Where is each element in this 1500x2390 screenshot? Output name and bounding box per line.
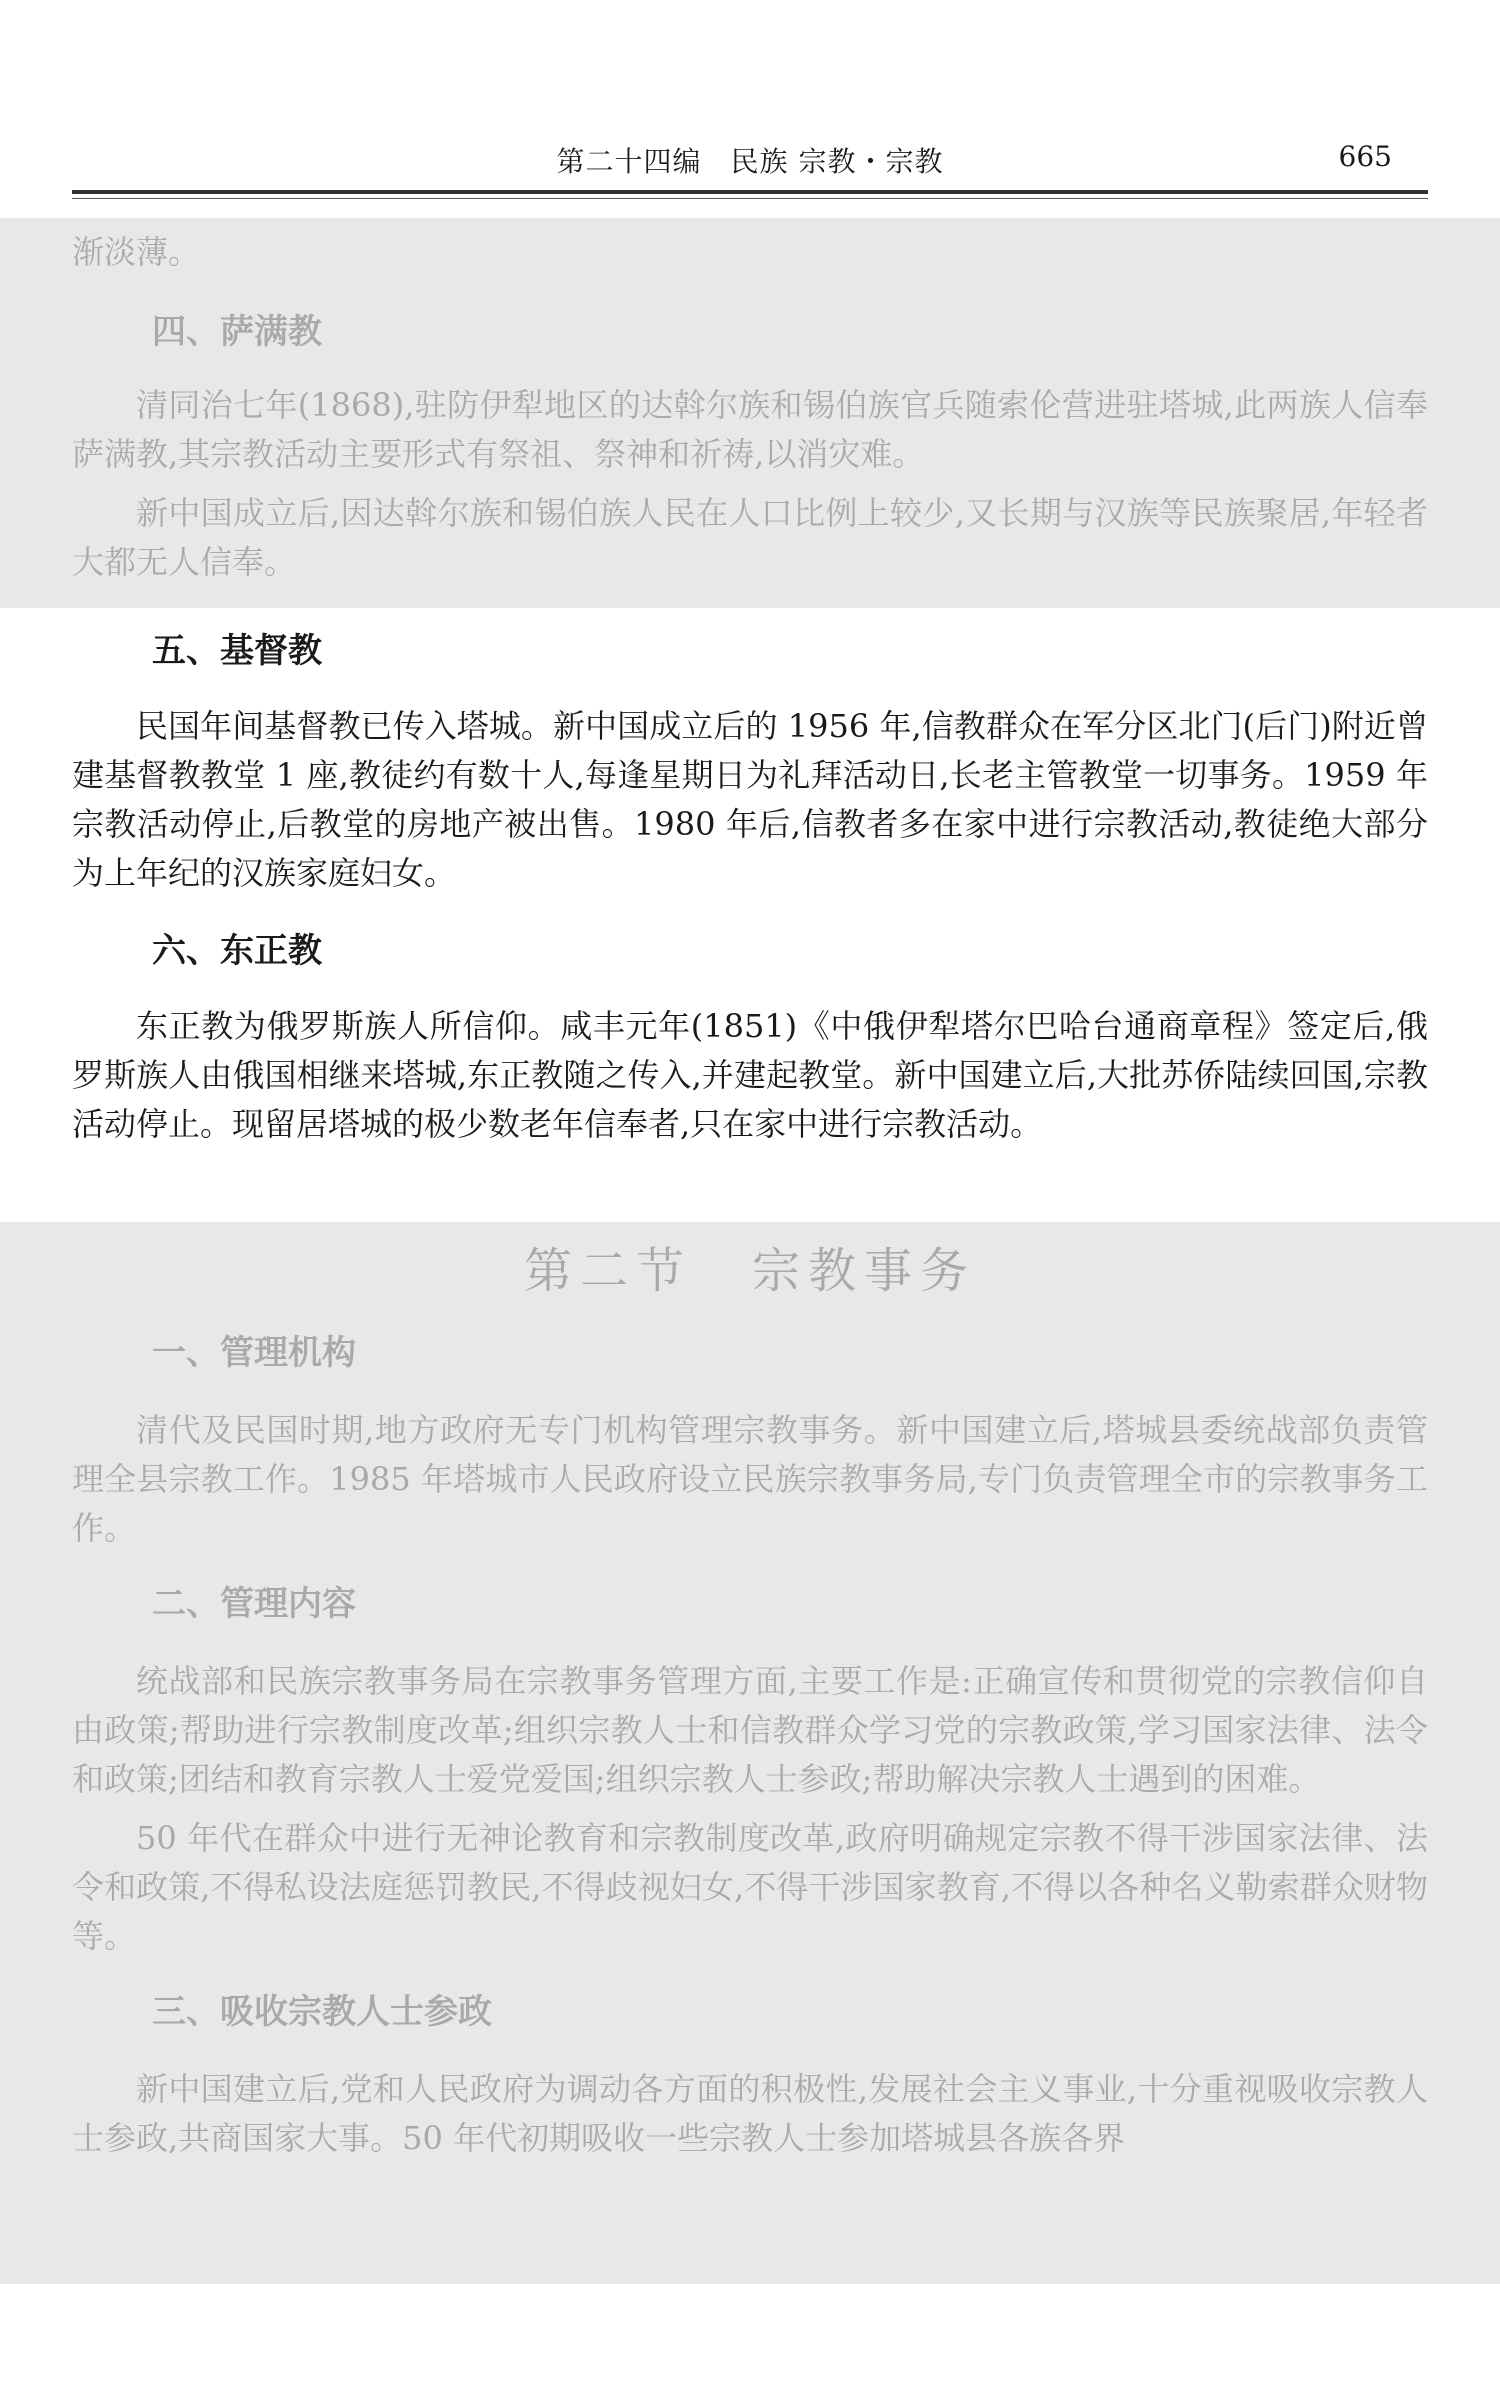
chapter-title [72,1236,1428,1306]
paragraph: 统战部和民族宗教事务局在宗教事务管理方面,主要工作是:正确宣传和贯彻党的宗教信仰自由政策;帮助进行宗教制度改革;组织宗教人士和信教群众学习党的宗教政策,学习国家法律、法令和政策;团结和教育宗教人士爱党爱国;组织宗教人士参政;帮助解决宗教人士遇到的困难。 [72,1662,1428,1798]
page-header [72,132,1428,192]
running-title: 第二十四编 民族 宗教・宗教 [556,145,944,178]
paragraph: 清代及民国时期,地方政府无专门机构管理宗教事务。新中国建立后,塔城县委统战部负责管理全县宗教工作。1985 年塔城市人民政府设立民族宗教事务局,专门负责管理全市的宗教事务工作。 [72,1411,1428,1547]
paragraph: 50 年代在群众中进行无神论教育和宗教制度改革,政府明确规定宗教不得干涉国家法律、法令和政策,不得私设法庭惩罚教民,不得歧视妇女,不得干涉国家教育,不得以各种名义勒索群众财物等。 [72,1819,1428,1955]
main-block [72,626,1428,1149]
chapter-title-number: 第二节 [523,1243,692,1299]
paragraph: 新中国建立后,党和人民政府为调动各方面的积极性,发展社会主义事业,十分重视吸收宗教人士参政,共商国家大事。50 年代初期吸收一些宗教人士参加塔城县各族各界 [72,2070,1428,2157]
subsection-heading-organization: 一、管理机构 [152,1333,356,1373]
paragraph: 新中国成立后,因达斡尔族和锡伯族人民在人口比例上较少,又长期与汉族等民族聚居,年轻者大都无人信奉。 [72,494,1428,581]
top-faded-block [72,228,1428,587]
subsection-heading-participation: 三、吸收宗教人士参政 [152,1992,492,2032]
bottom-faded-block [72,1236,1428,2163]
chapter-title-text: 宗教事务 [752,1243,977,1299]
section-heading-orthodox: 六、东正教 [152,931,322,971]
continued-text: 渐淡薄。 [72,233,201,271]
header-rule-thick [72,190,1428,194]
paragraph: 东正教为俄罗斯族人所信仰。咸丰元年(1851)《中俄伊犁塔尔巴哈台通商章程》签定后,俄罗斯族人由俄国相继来塔城,东正教随之传入,并建起教堂。新中国建立后,大批苏侨陆续回国,宗教活动停止。现留居塔城的极少数老年信奉者,只在家中进行宗教活动。 [72,1007,1428,1143]
header-rule-thin [72,198,1428,199]
section-heading-christianity: 五、基督教 [152,631,322,671]
subsection-heading-content: 二、管理内容 [152,1584,356,1624]
page-number: 665 [1338,140,1392,173]
section-heading-shamanism: 四、萨满教 [152,312,322,352]
paragraph: 清同治七年(1868),驻防伊犁地区的达斡尔族和锡伯族官兵随索伦营进驻塔城,此两族人信奉萨满教,其宗教活动主要形式有祭祖、祭神和祈祷,以消灾难。 [72,386,1428,473]
paragraph: 民国年间基督教已传入塔城。新中国成立后的 1956 年,信教群众在军分区北门(后门)附近曾建基督教教堂 1 座,教徒约有数十人,每逢星期日为礼拜活动日,长老主管教堂一切事务。1959 年宗教活动停止,后教堂的房地产被出售。1980 年后,信教者多在家中进行宗教活动,教徒绝大部分为上年纪的汉族家庭妇女。 [72,707,1428,892]
